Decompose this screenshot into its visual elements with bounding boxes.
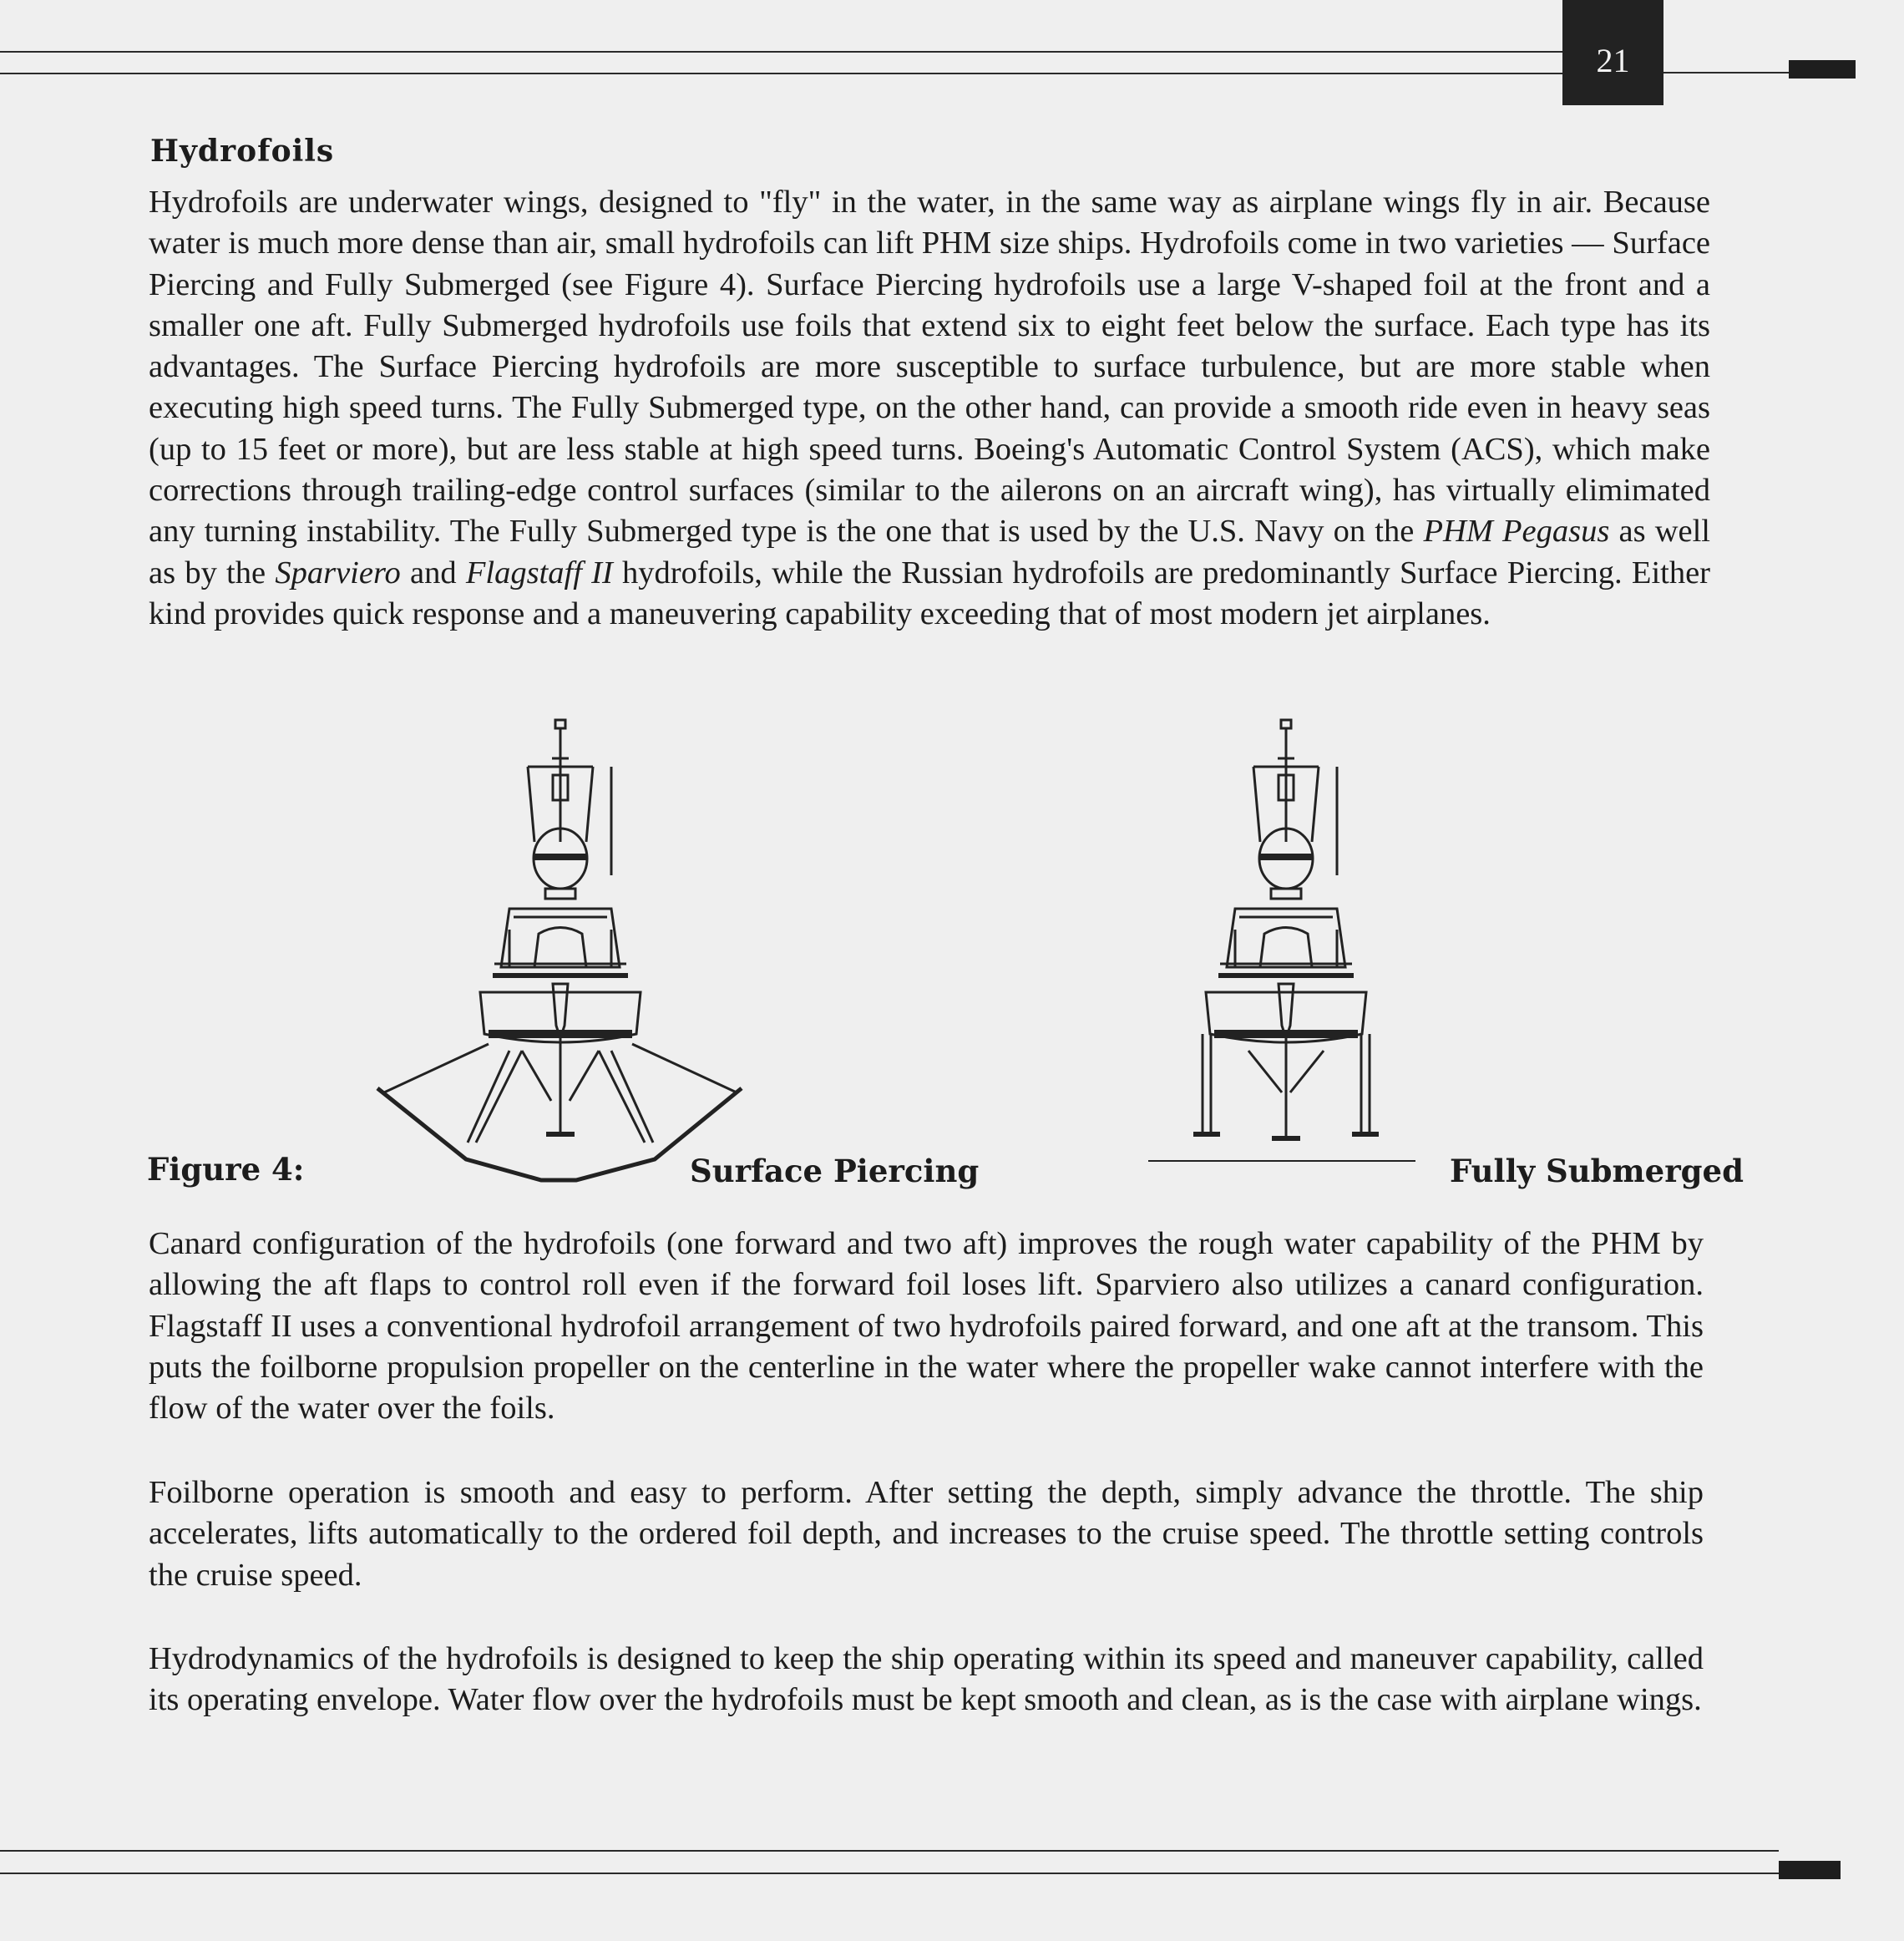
figure-label: Figure 4: xyxy=(147,1151,305,1188)
header-end-block xyxy=(1789,60,1856,79)
paragraph-foilborne: Foilborne operation is smooth and easy to perform. After setting the depth, simply advance the throttle. The ship accelerates, lifts automatically to the ordered foil depth, and increases to the cruise speed. The throttle setting controls the cruise speed. xyxy=(149,1475,1704,1593)
section-heading: Hydrofoils xyxy=(150,134,335,169)
caption-fully-submerged: Fully Submerged xyxy=(1450,1153,1744,1189)
paragraph-hydrodynamics: Hydrodynamics of the hydrofoils is designed to keep the ship operating within its speed and maneuver capability, called its operating envelope. Water flow over the hydrofoils must be kept smooth and clean, as is the case with airplane wings. xyxy=(149,1641,1704,1718)
footer-end-block xyxy=(1779,1861,1841,1879)
paragraph-intro xyxy=(149,182,1710,635)
header-rule-top xyxy=(0,51,1562,53)
intro-italic-pegasus: PHM Pegasus xyxy=(1423,514,1610,550)
footer-rule-top xyxy=(0,1850,1779,1852)
page-number: 21 xyxy=(1562,0,1663,105)
intro-text-b: as well as by the xyxy=(149,514,1711,590)
header-rule-bottom xyxy=(0,73,1562,74)
intro-text-d: hydrofoils, while the Russian hydrofoils are predominantly Surface Piercing. Either kind provides quick response and a maneuvering capability exceeding that of most modern jet airplanes. xyxy=(149,555,1711,631)
intro-italic-sparviero: Sparviero xyxy=(275,555,401,590)
paragraph-canard: Canard configuration of the hydrofoils (one forward and two aft) improves the rough water capability of the PHM by allowing the aft flaps to control roll even if the forward foil loses lift. Sparviero also utilizes a canard configuration. Flagstaff II uses a conventional hydrofoil arrangement of two hydrofoils paired forward, and one aft at the transom. This puts the foilborne propulsion propeller on the centerline in the water where the propeller wake cannot interfere with the flow of the water over the foils. xyxy=(149,1226,1704,1427)
intro-italic-flagstaff: Flagstaff II xyxy=(465,555,613,590)
footer-rule-bottom xyxy=(0,1873,1779,1874)
intro-text-a: Hydrofoils are underwater wings, designed to "fly" in the water, in the same way as airplane wings fly in air. Because water is much more dense than air, small hydrofoils can lift PHM size ships. Hydrofoils come in two varieties — Surface Piercing and Fully Submerged (see Figure 4). Surface Piercing hydrofoils use a large V-shaped foil at the front and a smaller one aft. Fully Submerged hydrofoils use foils that extend six to eight feet below the surface. Each type has its advantages. The Surface Piercing hydrofoils are more susceptible to surface turbulence, but are more stable when executing high speed turns. The Fully Submerged type, on the other hand, can provide a smooth ride even in heavy seas (up to 15 feet or more), but are less stable at high speed turns. Boeing's Automatic Control System (ACS), which make corrections through trailing-edge control surfaces (similar to the ailerons on an aircraft wing), has virtually elimimated any turning instability. The Fully Submerged type is the one that is used by the U.S. Navy on the xyxy=(149,185,1710,550)
intro-text-c: and xyxy=(400,555,466,590)
fully-submerged-ship-illustration xyxy=(1148,717,1424,1168)
caption-surface-piercing: Surface Piercing xyxy=(690,1153,980,1189)
header-rule-right xyxy=(1663,72,1789,73)
surface-piercing-ship-illustration xyxy=(367,717,752,1184)
